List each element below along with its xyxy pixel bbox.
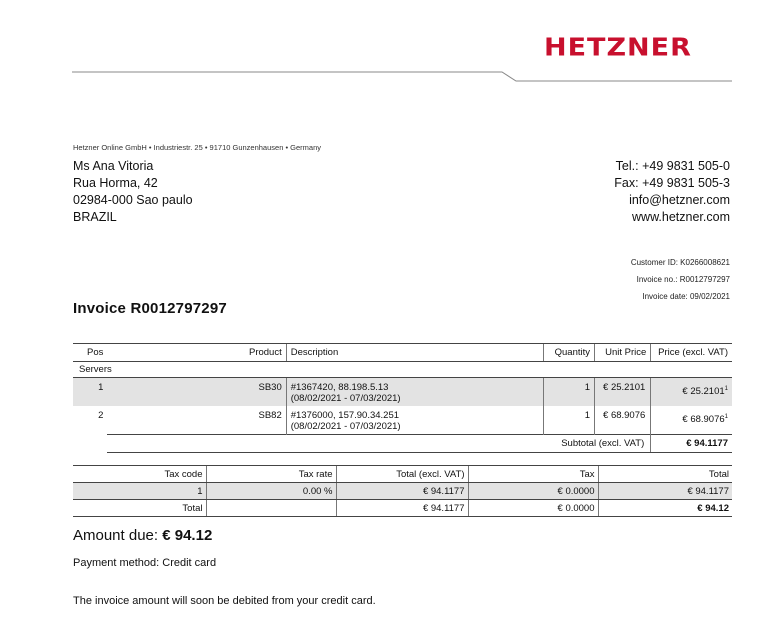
item-pos: 2 bbox=[98, 410, 104, 421]
hetzner-logo: HETZNER bbox=[544, 33, 692, 62]
amount-due bbox=[73, 527, 212, 544]
header-divider bbox=[72, 64, 732, 86]
contact-fax: Fax: +49 9831 505-3 bbox=[614, 176, 730, 190]
recipient-country: BRAZIL bbox=[73, 210, 117, 224]
item-desc-line2: (08/02/2021 - 07/03/2021) bbox=[290, 393, 401, 404]
invoice-number: Invoice no.: R0012797297 bbox=[636, 275, 730, 284]
item-desc-line1: #1376000, 157.90.34.251 bbox=[290, 410, 400, 421]
recipient-address bbox=[73, 158, 193, 226]
subtotal-value: € 94.1177 bbox=[651, 435, 732, 453]
col-quantity: Quantity bbox=[543, 344, 594, 362]
recipient-name: Ms Ana Vitoria bbox=[73, 159, 154, 173]
tax-value: € 0.0000 bbox=[468, 483, 598, 500]
contact-phone: Tel.: +49 9831 505-0 bbox=[615, 159, 730, 173]
group-label: Servers bbox=[73, 362, 732, 378]
col-price: Price (excl. VAT) bbox=[651, 344, 732, 362]
item-price bbox=[651, 406, 732, 435]
item-quantity: 1 bbox=[543, 406, 594, 435]
customer-id: Customer ID: K0266008621 bbox=[630, 258, 730, 267]
item-desc-line1: #1367420, 88.198.5.13 bbox=[290, 382, 389, 393]
invoice-title: Invoice R0012797297 bbox=[73, 300, 227, 317]
amount-due-value: € 94.12 bbox=[162, 527, 213, 544]
col-tax-rate: Tax rate bbox=[206, 466, 336, 483]
sender-address-line: Hetzner Online GmbH • Industriestr. 25 • 91710 Gunzenhausen • Germany bbox=[73, 143, 322, 152]
tax-total-row bbox=[73, 500, 732, 517]
item-desc-line2: (08/02/2021 - 07/03/2021) bbox=[290, 421, 401, 432]
col-unit-price: Unit Price bbox=[595, 344, 651, 362]
item-pos: 1 bbox=[73, 378, 107, 407]
recipient-street: Rua Horma, 42 bbox=[73, 176, 158, 190]
col-tax: Tax bbox=[468, 466, 598, 483]
group-row bbox=[73, 362, 732, 378]
col-description: Description bbox=[286, 344, 543, 362]
item-product: SB82 bbox=[258, 410, 282, 421]
invoice-items-table bbox=[73, 343, 732, 453]
col-total-excl: Total (excl. VAT) bbox=[336, 466, 468, 483]
item-description bbox=[286, 406, 543, 435]
tax-rate-value: 0.00 % bbox=[206, 483, 336, 500]
col-tax-code: Tax code bbox=[73, 466, 206, 483]
invoice-date: Invoice date: 09/02/2021 bbox=[642, 292, 730, 301]
item-price-footnote: 1 bbox=[724, 386, 728, 392]
item-price-footnote: 1 bbox=[724, 414, 728, 420]
item-unit-price: € 68.9076 bbox=[595, 406, 651, 435]
item-description bbox=[286, 378, 543, 407]
tax-total-empty bbox=[206, 500, 336, 517]
contact-email[interactable]: info@hetzner.com bbox=[629, 193, 730, 207]
amount-due-label: Amount due: bbox=[73, 527, 159, 544]
tax-total-excl: € 94.1177 bbox=[336, 500, 468, 517]
item-price-value: € 25.2101 bbox=[682, 386, 725, 398]
company-contact bbox=[614, 158, 730, 226]
table-row bbox=[73, 378, 732, 407]
tax-code-value: 1 bbox=[73, 483, 206, 500]
item-product: SB30 bbox=[107, 378, 286, 407]
recipient-city: 02984-000 Sao paulo bbox=[73, 193, 193, 207]
col-product: Product bbox=[107, 344, 286, 362]
tax-total-total: € 94.12 bbox=[598, 500, 732, 517]
table-row bbox=[73, 406, 732, 435]
subtotal-row bbox=[73, 435, 732, 453]
item-price-value: € 68.9076 bbox=[682, 414, 725, 426]
item-quantity: 1 bbox=[543, 378, 594, 407]
tax-header-row bbox=[73, 466, 732, 483]
total-value: € 94.1177 bbox=[598, 483, 732, 500]
total-excl-value: € 94.1177 bbox=[336, 483, 468, 500]
item-price bbox=[651, 378, 732, 407]
tax-total-tax: € 0.0000 bbox=[468, 500, 598, 517]
tax-summary-table bbox=[73, 465, 732, 517]
subtotal-spacer bbox=[73, 435, 107, 453]
items-header-row bbox=[73, 344, 732, 362]
invoice-meta bbox=[631, 254, 730, 305]
payment-method: Payment method: Credit card bbox=[73, 557, 217, 569]
subtotal-label: Subtotal (excl. VAT) bbox=[107, 435, 650, 453]
col-total: Total bbox=[598, 466, 732, 483]
contact-website[interactable]: www.hetzner.com bbox=[632, 210, 730, 224]
col-pos: Pos bbox=[73, 344, 107, 362]
table-row bbox=[73, 483, 732, 500]
tax-total-label: Total bbox=[73, 500, 206, 517]
item-unit-price: € 25.2101 bbox=[595, 378, 651, 407]
payment-note: The invoice amount will soon be debited from your credit card. bbox=[73, 595, 376, 607]
